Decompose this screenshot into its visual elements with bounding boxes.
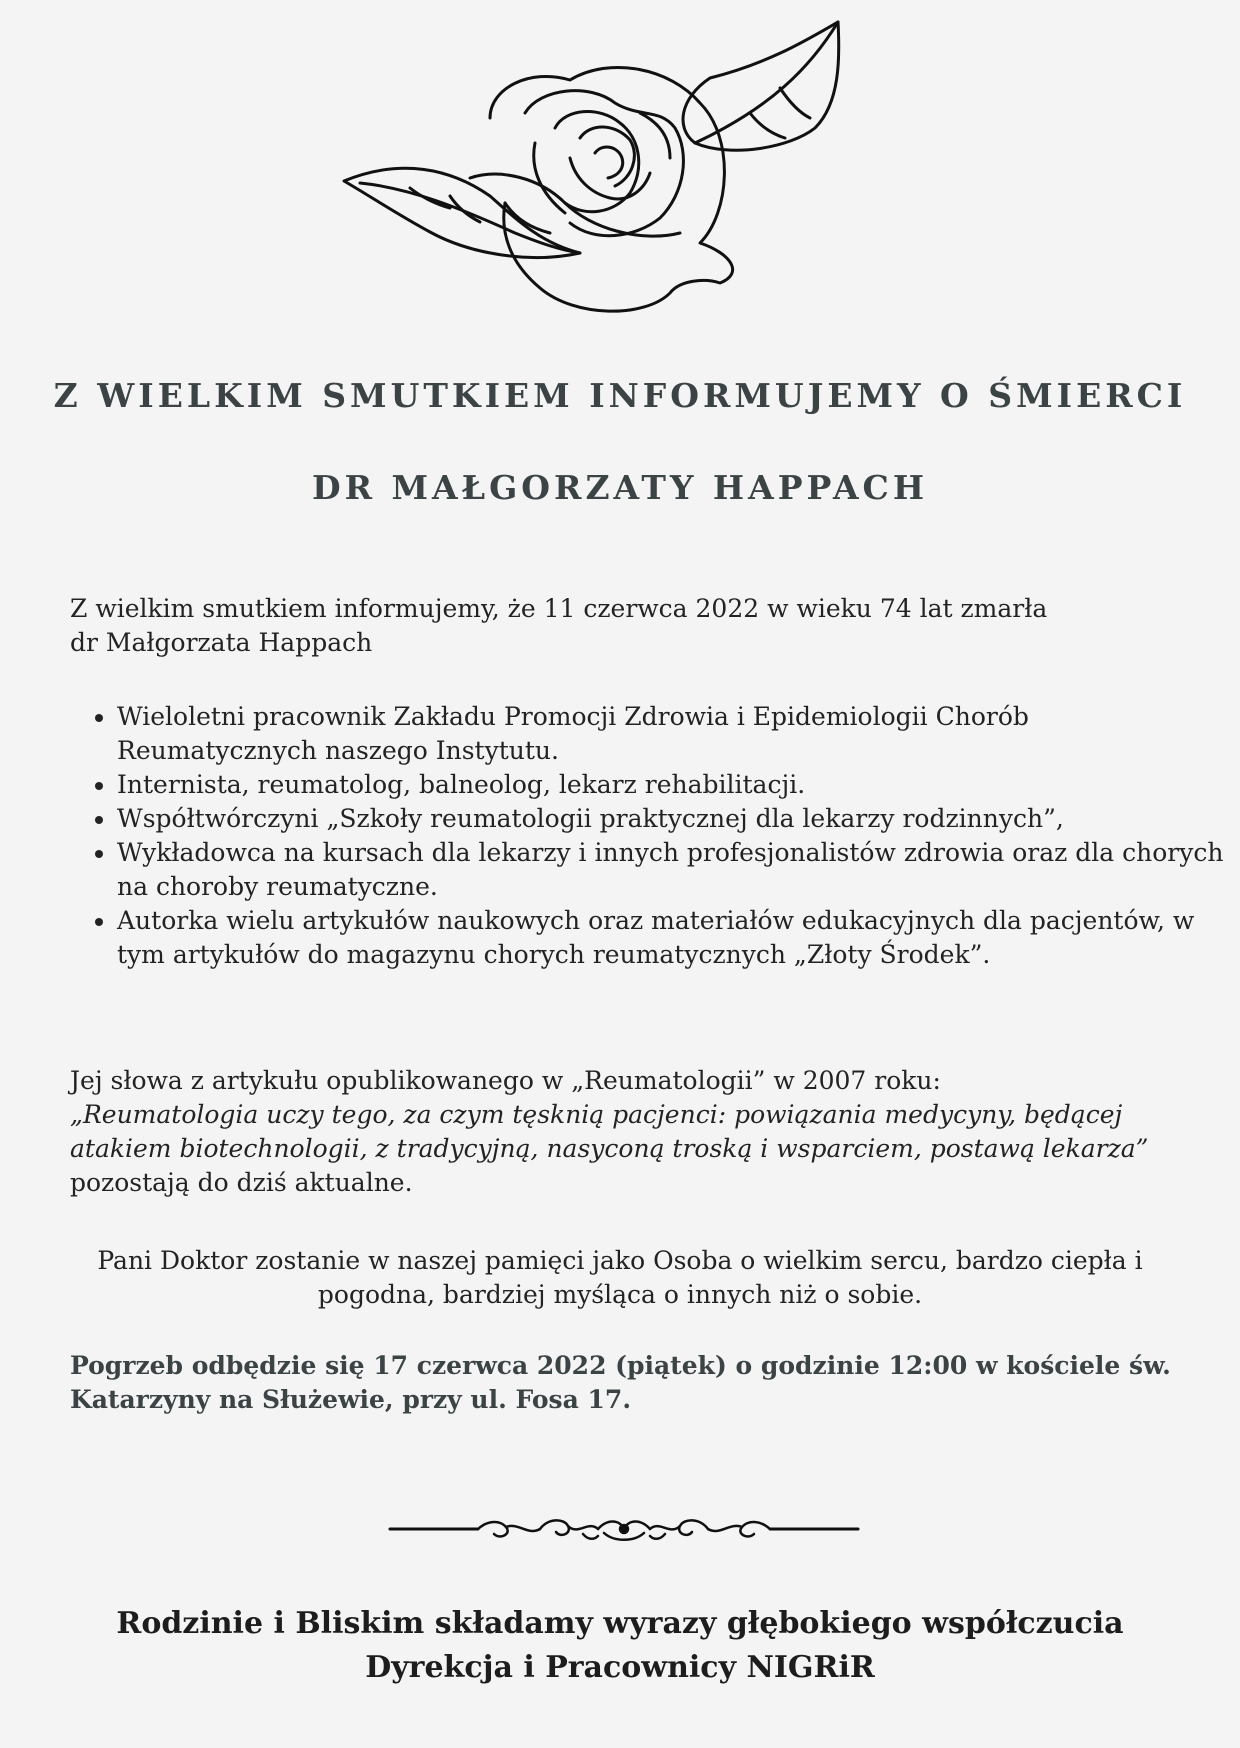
- signature-text: Dyrekcja i Pracownicy NIGRiR: [365, 1650, 875, 1685]
- funeral-info: Pogrzeb odbędzie się 17 czerwca 2022 (piątek) o godzinie 12:00 w kościele św. Katarzyny na Służewie, przy ul. Fosa 17.: [70, 1351, 1171, 1414]
- rose-line-art-icon: [340, 18, 850, 333]
- list-item: • Wieloletni pracownik Zakładu Promocji Zdrowia i Epidemiologii Chorób Reumatycznych naszego Instytutu.: [117, 700, 1227, 768]
- condolences-text: Rodzinie i Bliskim składamy wyrazy głębokiego współczucia: [116, 1606, 1124, 1641]
- intro-paragraph: [70, 592, 1180, 660]
- quote-paragraph: [70, 1064, 1180, 1200]
- list-item: • Wykładowca na kursach dla lekarzy i innych profesjonalistów zdrowia oraz dla chorych na choroby reumatyczne.: [117, 836, 1227, 904]
- achievements-list: [70, 700, 1227, 972]
- quote-tail: pozostają do dziś aktualne.: [70, 1168, 413, 1197]
- list-item: • Internista, reumatolog, balneolog, lekarz rehabilitacji.: [117, 768, 1227, 802]
- quote-intro: Jej słowa z artykułu opublikowanego w „Reumatologii” w 2007 roku:: [70, 1066, 941, 1095]
- list-item: • Autorka wielu artykułów naukowych oraz materiałów edukacyjnych dla pacjentów, w tym artykułów do magazynu chorych reumatycznych „Złoty Środek”.: [117, 904, 1227, 972]
- page-title: Z WIELKIM SMUTKIEM INFORMUJEMY O ŚMIERCI: [53, 376, 1187, 415]
- ornamental-divider-icon: [388, 1512, 860, 1546]
- memory-paragraph: Pani Doktor zostanie w naszej pamięci jako Osoba o wielkim sercu, bardzo ciepła i pogodna, bardziej myśląca o innych niż o sobie.: [97, 1246, 1143, 1309]
- intro-line: dr Małgorzata Happach: [70, 628, 373, 657]
- quote-text: „Reumatologia uczy tego, za czym tęsknią pacjenci: powiązania medycyny, będącej atakiem biotechnologii, z tradycyjną, nasyconą troską i wsparciem, postawą lekarza”: [70, 1100, 1149, 1163]
- list-item: • Współtwórczyni „Szkoły reumatologii praktycznej dla lekarzy rodzinnych”,: [117, 802, 1227, 836]
- deceased-name: DR MAŁGORZATY HAPPACH: [312, 468, 928, 507]
- intro-line: Z wielkim smutkiem informujemy, że 11 czerwca 2022 w wieku 74 lat zmarła: [70, 594, 1048, 623]
